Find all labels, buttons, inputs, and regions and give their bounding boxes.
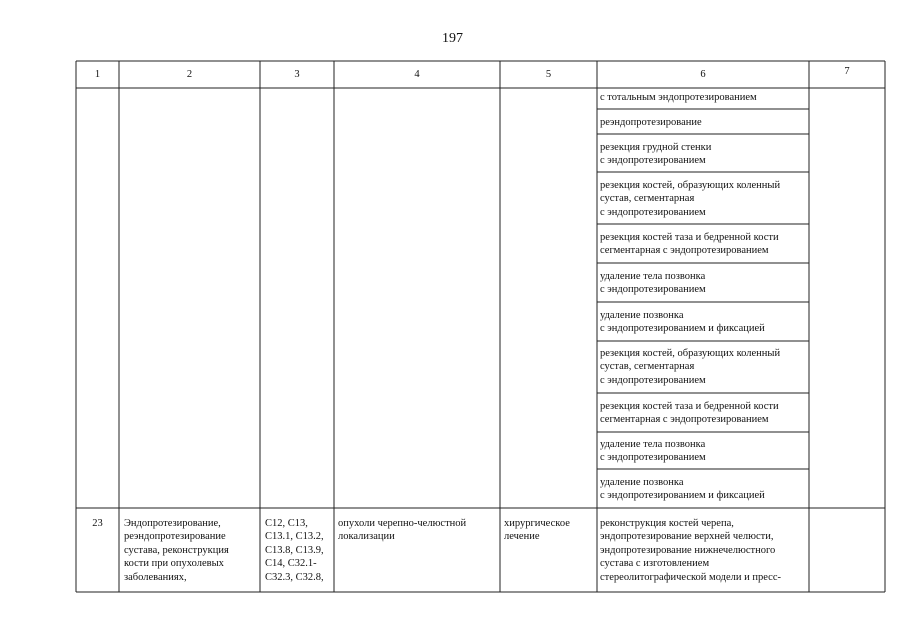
- procedure-cell: удаление тела позвонка с эндопротезированием: [600, 271, 706, 296]
- procedure-cell: резекция костей, образующих коленный сустав, сегментарная с эндопротезированием: [600, 180, 781, 218]
- procedure-cell: резекция костей таза и бедренной кости сегментарная с эндопротезированием: [600, 401, 779, 426]
- row23-treatment: хирургическое лечение: [504, 518, 570, 543]
- row23-model: опухоли черепно-челюстной локализации: [338, 518, 467, 543]
- procedure-cell: удаление позвонка с эндопротезированием и фиксацией: [600, 477, 765, 502]
- row23-name: Эндопротезирование, реэндопротезирование сустава, реконструкция кости при опухолевых заболеваниях,: [124, 518, 229, 583]
- header-col-1: 1: [94, 69, 101, 80]
- procedure-cell: резекция грудной стенки с эндопротезированием: [600, 142, 712, 167]
- procedure-cell: реэндопротезирование: [600, 117, 702, 128]
- procedure-cell: удаление позвонка с эндопротезированием и фиксацией: [600, 310, 765, 335]
- row23-method: реконструкция костей черепа, эндопротезирование верхней челюсти, эндопротезирование нижнечелюстного сустава с изготовлением стереолитографической модели и пресс-: [600, 518, 781, 583]
- procedure-cell: с тотальным эндопротезированием: [600, 92, 757, 103]
- header-col-6: 6: [700, 69, 706, 80]
- row23-number: 23: [92, 518, 103, 529]
- header-col-2: 2: [186, 69, 193, 80]
- header-col-7: 7: [844, 66, 850, 77]
- header-col-5: 5: [545, 69, 552, 80]
- page-number: 197: [442, 31, 463, 46]
- procedure-cell: резекция костей таза и бедренной кости сегментарная с эндопротезированием: [600, 232, 779, 257]
- row23-codes: C12, C13, C13.1, C13.2, C13.8, C13.9, C14, C32.1- C32.3, C32.8,: [265, 518, 324, 583]
- procedure-cell: удаление тела позвонка с эндопротезированием: [600, 439, 706, 464]
- header-col-3: 3: [294, 69, 300, 80]
- procedure-cell: резекция костей, образующих коленный сустав, сегментарная с эндопротезированием: [600, 348, 781, 386]
- header-col-4: 4: [414, 69, 420, 80]
